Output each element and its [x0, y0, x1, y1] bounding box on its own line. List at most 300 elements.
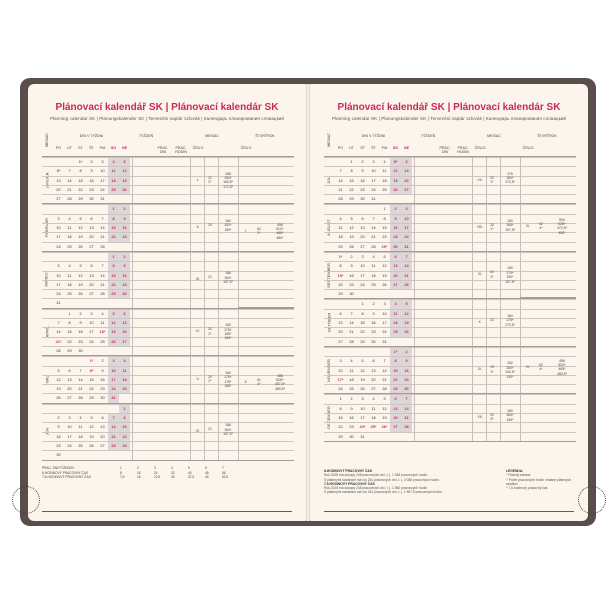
day-cell: 16 — [119, 272, 130, 280]
week-row — [324, 176, 576, 185]
day-cell: 29 — [78, 197, 83, 202]
day-cell: 20 — [401, 177, 412, 185]
week-row — [324, 232, 576, 241]
month-label: FEBRUÁR — [44, 218, 49, 238]
day-cell: 2 — [350, 254, 353, 259]
day-cell: 3 — [383, 302, 386, 307]
day-cell: 2 — [101, 359, 104, 364]
work-days-value: 20 — [490, 222, 494, 227]
day-cell: 12 — [390, 167, 401, 175]
day-cell: 22 — [108, 233, 119, 241]
quarter-divider — [520, 297, 576, 298]
week-row — [42, 194, 294, 203]
month-work-days — [204, 275, 216, 279]
day-cell: 30 — [89, 197, 94, 202]
day-cell: 4 — [372, 254, 375, 259]
day-cell: 25 — [338, 244, 343, 249]
week-row — [324, 432, 576, 441]
column-divider — [486, 299, 487, 345]
day-cell: 21 — [100, 235, 105, 240]
day-cell: 22 — [360, 330, 365, 335]
day-cell: 21 — [401, 414, 412, 422]
day-cell: 18 — [67, 282, 72, 287]
day-cell: 30 — [390, 243, 401, 251]
month-block — [42, 252, 294, 309]
header-day-name: NE — [122, 146, 127, 150]
left-calendar-table — [42, 130, 294, 461]
column-divider — [472, 299, 473, 345]
month-work-hours: 184 176+ 172,5* — [505, 313, 515, 327]
month-number: XII. — [477, 414, 483, 419]
day-cell: 12 — [382, 264, 387, 269]
footer-value: 45 — [205, 475, 209, 480]
right-page-subtitle: Planning calendar SK | Planungskalender SK | Tervezési naptár szlovák | Календарь планирования словацкий — [331, 116, 567, 121]
work-days-holiday: 2* — [208, 331, 212, 336]
day-cell: 1 — [68, 311, 71, 316]
header-work-days: PRAC. DNI — [439, 146, 451, 154]
day-cell: 13 — [401, 167, 412, 175]
day-cell: 6 — [390, 253, 401, 261]
week-row — [42, 204, 294, 213]
day-cell: 14 — [371, 226, 376, 231]
header-number: ČÍSLO — [192, 146, 204, 150]
month-label: JÚL — [326, 176, 331, 184]
day-cell: 1* — [89, 359, 94, 364]
day-cell: 25 — [119, 385, 130, 393]
work-days-value: 22 — [490, 175, 494, 180]
work-days-holiday: 1* — [490, 179, 494, 184]
quarter-work-hours: 504 528+ 472,5* 480* — [557, 217, 567, 235]
column-divider — [204, 309, 205, 355]
day-cell: 21 — [78, 387, 83, 392]
footer-value: 1 — [120, 466, 122, 470]
day-cell: 30 — [100, 396, 105, 401]
day-cell: 6 — [90, 216, 93, 221]
day-cell: 7 — [101, 264, 104, 269]
day-cell: 8 — [383, 216, 386, 221]
quarter-days: 62 — [539, 362, 543, 367]
day-cell: 19 — [108, 328, 119, 336]
day-cell: 11 — [338, 226, 343, 231]
day-cell: 2 — [372, 302, 375, 307]
column-divider — [132, 309, 133, 355]
day-cell: 21 — [67, 187, 72, 192]
elastic-band-dots-icon — [578, 486, 606, 514]
day-cell: 5 — [90, 416, 93, 421]
day-cell: 19 — [78, 235, 83, 240]
day-cell: 4 — [350, 359, 353, 364]
day-cell: 10 — [56, 226, 61, 231]
day-cell: 10 — [67, 425, 72, 430]
week-row — [324, 404, 576, 413]
month-work-days — [204, 223, 216, 227]
day-cell: 10 — [382, 311, 387, 316]
day-cell: 7 — [339, 169, 342, 174]
column-divider — [204, 356, 205, 402]
day-cell: 29 — [108, 290, 119, 298]
column-divider — [500, 157, 501, 203]
day-cell: 11 — [371, 264, 376, 269]
day-cell: 30 — [119, 290, 130, 298]
day-cell: 24 — [338, 387, 343, 392]
month-label: NOVEMBER — [326, 358, 331, 382]
week-row — [324, 384, 576, 393]
day-cell: 1 — [108, 205, 119, 213]
day-cell: 13 — [100, 425, 105, 430]
column-divider — [486, 204, 487, 250]
week-row — [324, 261, 576, 270]
quarter-work-hours: 488 528+ 457,5* 480,5* — [275, 373, 285, 391]
column-divider — [218, 404, 219, 460]
column-divider — [520, 204, 521, 250]
day-cell: 28 — [108, 442, 119, 450]
week-row — [324, 375, 576, 384]
week-row — [42, 393, 294, 402]
day-cell: 5 — [401, 300, 412, 308]
day-cell: 17 — [382, 321, 387, 326]
day-cell: 9 — [390, 215, 401, 223]
header-day-name: ŠT — [89, 146, 94, 150]
day-cell: 14 — [108, 423, 119, 431]
day-cell: 26 — [119, 186, 130, 194]
day-cell: 26 — [390, 186, 401, 194]
day-cell: 29 — [360, 339, 365, 344]
work-days-holiday: 2* — [208, 179, 212, 184]
legend-title: LEGENDA: — [506, 469, 524, 473]
day-cell: 10 — [89, 321, 94, 326]
work-days-value: 20 — [208, 374, 212, 379]
day-cell: 10 — [100, 169, 105, 174]
day-cell: 5 — [119, 158, 130, 166]
week-row — [42, 450, 294, 459]
day-cell: 14 — [382, 368, 387, 373]
day-cell: 26 — [401, 328, 412, 336]
day-cell: 7 — [108, 414, 119, 422]
day-cell: 3 — [108, 357, 119, 365]
day-cell: 11 — [382, 169, 387, 174]
week-row — [42, 337, 294, 346]
day-cell: 24 — [108, 385, 119, 393]
day-cell: 14 — [67, 178, 72, 183]
day-cell: 17 — [108, 376, 119, 384]
quarter-number: II. — [244, 379, 248, 384]
footer-value: 7,5 — [120, 475, 125, 480]
day-cell: 7 — [383, 359, 386, 364]
day-cell: 17 — [56, 282, 61, 287]
quarter-number: IV. — [526, 364, 530, 369]
day-cell: 2 — [119, 253, 130, 261]
day-cell: 13 — [56, 178, 61, 183]
day-cell: 25 — [349, 387, 354, 392]
notes-title-8h: 8-HODINOVÝ PRACOVNÝ ČAS — [324, 469, 372, 473]
week-row — [42, 441, 294, 450]
day-cell: 7 — [79, 368, 82, 373]
day-cell: 13 — [119, 319, 130, 327]
day-cell: 10 — [56, 273, 61, 278]
day-cell: 17 — [360, 273, 365, 278]
header-quarter: ŠTVRŤROK — [255, 134, 275, 138]
month-work-days — [486, 176, 498, 185]
day-cell: 9 — [57, 425, 60, 430]
day-cell: 30 — [371, 339, 376, 344]
day-cell: 28 — [56, 348, 61, 353]
day-cell: 23 — [349, 282, 354, 287]
day-cell: 10 — [371, 169, 376, 174]
day-cell: 20 — [338, 330, 343, 335]
day-cell: 31 — [382, 339, 387, 344]
week-row — [42, 413, 294, 422]
day-cell: 31 — [401, 243, 412, 251]
right-page — [310, 84, 588, 521]
header-day-name: PO — [55, 146, 62, 150]
day-cell: 2 — [79, 311, 82, 316]
day-cell: 25 — [371, 282, 376, 287]
day-cell: 23 — [119, 233, 130, 241]
week-row — [42, 404, 294, 413]
day-cell: 25 — [100, 339, 105, 344]
day-cell: 23 — [360, 187, 365, 192]
day-cell: 21 — [100, 282, 105, 287]
day-cell: 15 — [78, 178, 83, 183]
footer-value: 15 — [137, 475, 141, 480]
day-cell: 2 — [401, 348, 412, 356]
day-cell: 27 — [89, 292, 94, 297]
day-cell: 11 — [100, 321, 105, 326]
work-days-value: 21 — [208, 175, 212, 180]
month-work-hours: 160 184+ 150* — [506, 408, 514, 422]
column-divider — [414, 299, 415, 345]
week-row — [324, 394, 576, 403]
month-work-days — [486, 223, 498, 232]
day-cell: 26 — [360, 387, 365, 392]
week-row — [324, 299, 576, 308]
day-cell: 21* — [55, 339, 62, 344]
day-cell: 11 — [67, 273, 72, 278]
quarter-number: III. — [526, 223, 530, 228]
week-row — [324, 280, 576, 289]
week-row — [42, 166, 294, 175]
header-day-name: UT — [349, 146, 354, 150]
month-label: DECEMBER — [326, 406, 332, 429]
day-cell: 22 — [78, 187, 83, 192]
day-cell: 26 — [56, 396, 61, 401]
column-divider — [472, 157, 473, 203]
day-cell: 20 — [360, 235, 365, 240]
day-cell: 29 — [338, 292, 343, 297]
work-days-value: 21 — [208, 275, 212, 280]
day-cell: 4 — [101, 311, 104, 316]
month-label: APRÍL — [44, 326, 49, 338]
footer-value: 32 — [171, 470, 175, 475]
header-day-name: NE — [404, 146, 409, 150]
column-divider — [132, 404, 133, 460]
day-cell: 17 — [89, 330, 94, 335]
elastic-band-dots-icon — [12, 486, 40, 514]
column-divider — [520, 299, 521, 345]
quarter-days: 62 — [257, 226, 261, 231]
left-page — [28, 84, 306, 521]
day-cell: 5* — [390, 158, 401, 166]
day-cell: 8* — [89, 368, 94, 373]
day-cell: 13 — [67, 377, 72, 382]
day-cell: 27 — [401, 186, 412, 194]
footer-row-label: 7,5-HODINOVÝ PRACOVNÝ ČAS — [42, 475, 91, 480]
header-number: ČÍSLO — [474, 146, 486, 150]
week-row — [324, 318, 576, 327]
day-cell: 23 — [119, 281, 130, 289]
day-cell: 30 — [401, 385, 412, 393]
day-cell: 5 — [108, 310, 119, 318]
day-cell: 29* — [381, 244, 388, 249]
month-number: IV. — [196, 329, 200, 334]
header-month-label: MESIAC — [326, 133, 331, 147]
day-cell: 8 — [79, 169, 82, 174]
header-month-summary: MESIAC — [487, 134, 501, 138]
day-cell: 6* — [56, 169, 61, 174]
week-row — [42, 185, 294, 194]
column-divider — [190, 157, 191, 203]
footer-row-label: 8-HODINOVÝ PRACOVNÝ ČAS — [42, 470, 89, 475]
column-divider — [218, 309, 219, 355]
day-cell: 14 — [78, 377, 83, 382]
column-divider — [520, 157, 521, 203]
month-block — [324, 299, 576, 346]
day-cell: 1 — [383, 207, 386, 212]
week-row — [324, 242, 576, 251]
day-cell: 28 — [67, 197, 72, 202]
day-cell: 11 — [349, 368, 354, 373]
header-day-name: PO — [337, 146, 344, 150]
day-cell: 8 — [68, 321, 71, 326]
day-cell: 22 — [108, 281, 119, 289]
day-cell: 1* — [338, 254, 343, 259]
day-cell: 7 — [101, 216, 104, 221]
day-cell: 31 — [360, 434, 365, 439]
day-cell: 12 — [78, 273, 83, 278]
month-work-days — [486, 413, 498, 422]
week-row — [42, 271, 294, 280]
footer-value: 3 — [154, 466, 156, 470]
day-cell: 4 — [390, 300, 401, 308]
day-cell: 15 — [360, 321, 365, 326]
day-cell: 25 — [78, 443, 83, 448]
day-cell: 5 — [79, 216, 82, 221]
day-cell: 21 — [108, 433, 119, 441]
day-cell: 4 — [372, 397, 375, 402]
day-cell: 1 — [361, 302, 364, 307]
week-row — [42, 432, 294, 441]
footer-row-label: PRAC. DNI/TÝŽDŇOV — [42, 466, 75, 470]
week-row — [42, 242, 294, 251]
day-cell: 8 — [108, 262, 119, 270]
day-cell: 6 — [361, 216, 364, 221]
legend — [506, 469, 576, 490]
day-cell: 31 — [108, 394, 119, 402]
column-divider — [190, 309, 191, 355]
week-row — [324, 309, 576, 318]
footer-value: 30 — [171, 475, 175, 480]
column-divider — [238, 157, 239, 203]
day-cell: 17 — [371, 178, 376, 183]
day-cell: 24 — [360, 282, 365, 287]
week-row — [324, 185, 576, 194]
day-cell: 8 — [390, 357, 401, 365]
day-cell: 16 — [78, 330, 83, 335]
column-divider — [414, 204, 415, 250]
day-cell: 14 — [56, 330, 61, 335]
footer-value: 48 — [205, 470, 209, 475]
week-row — [324, 327, 576, 336]
day-cell: 26 — [89, 443, 94, 448]
day-cell: 4 — [68, 216, 71, 221]
day-cell: 12 — [401, 310, 412, 318]
day-cell: 29 — [119, 442, 130, 450]
quarter-days: 62 — [539, 221, 543, 226]
day-cell: 18 — [390, 319, 401, 327]
column-divider — [190, 356, 191, 402]
column-divider — [132, 356, 133, 402]
column-divider — [238, 309, 239, 355]
month-work-hours: 176 184+ 172,5* — [505, 171, 515, 185]
day-cell: 18 — [78, 434, 83, 439]
column-divider — [500, 252, 501, 298]
legend-item: + Počet pracovných hodín vrátane platených sviatkov — [506, 477, 572, 486]
day-cell: 27 — [360, 244, 365, 249]
day-cell: 15 — [382, 226, 387, 231]
week-row — [42, 318, 294, 327]
day-cell: 29 — [390, 385, 401, 393]
footer-value: 4 — [171, 466, 173, 470]
footer-value: 5 — [188, 466, 190, 470]
column-divider — [132, 204, 133, 250]
day-cell: 16 — [119, 224, 130, 232]
day-cell: 12 — [119, 167, 130, 175]
column-divider — [238, 404, 239, 460]
month-number: V. — [196, 376, 200, 381]
column-divider — [520, 252, 521, 298]
day-cell: 23 — [56, 443, 61, 448]
day-cell: 14 — [401, 262, 412, 270]
day-cell: 11 — [67, 226, 72, 231]
day-cell: 11 — [119, 367, 130, 375]
month-work-hours: 168 160+ 157,5* — [223, 423, 233, 437]
header-work-hours: PRAC. HODÍN — [457, 146, 469, 154]
column-divider — [472, 204, 473, 250]
day-cell: 2 — [390, 205, 401, 213]
day-cell: 18 — [338, 235, 343, 240]
work-days-holiday: 3* — [490, 417, 494, 422]
day-cell: 4 — [79, 416, 82, 421]
day-cell: 13 — [390, 405, 401, 413]
day-cell: 12 — [382, 406, 387, 411]
header-month-summary: MESIAC — [205, 134, 219, 138]
week-row — [42, 280, 294, 289]
day-cell: 27 — [390, 423, 401, 431]
month-number: VIII. — [476, 224, 484, 229]
day-cell: 19 — [382, 416, 387, 421]
day-cell: 6 — [390, 395, 401, 403]
work-days-value: 20 — [490, 412, 494, 417]
notes-line: S platenými sviatkami má rok 261 pracovných dní, t. j. 1 957,5 pracovných hodín. — [324, 490, 443, 495]
day-cell: 16 — [360, 178, 365, 183]
day-cell: 27 — [371, 387, 376, 392]
notes-line: Rok 2025 má dokopy 248 pracovných dní, t. j. 1 860 pracovných hodín. — [324, 486, 429, 491]
day-cell: 9 — [350, 264, 353, 269]
column-divider — [486, 394, 487, 440]
day-cell: 19 — [360, 377, 365, 382]
day-cell: 4 — [119, 357, 130, 365]
day-cell: 21 — [401, 272, 412, 280]
